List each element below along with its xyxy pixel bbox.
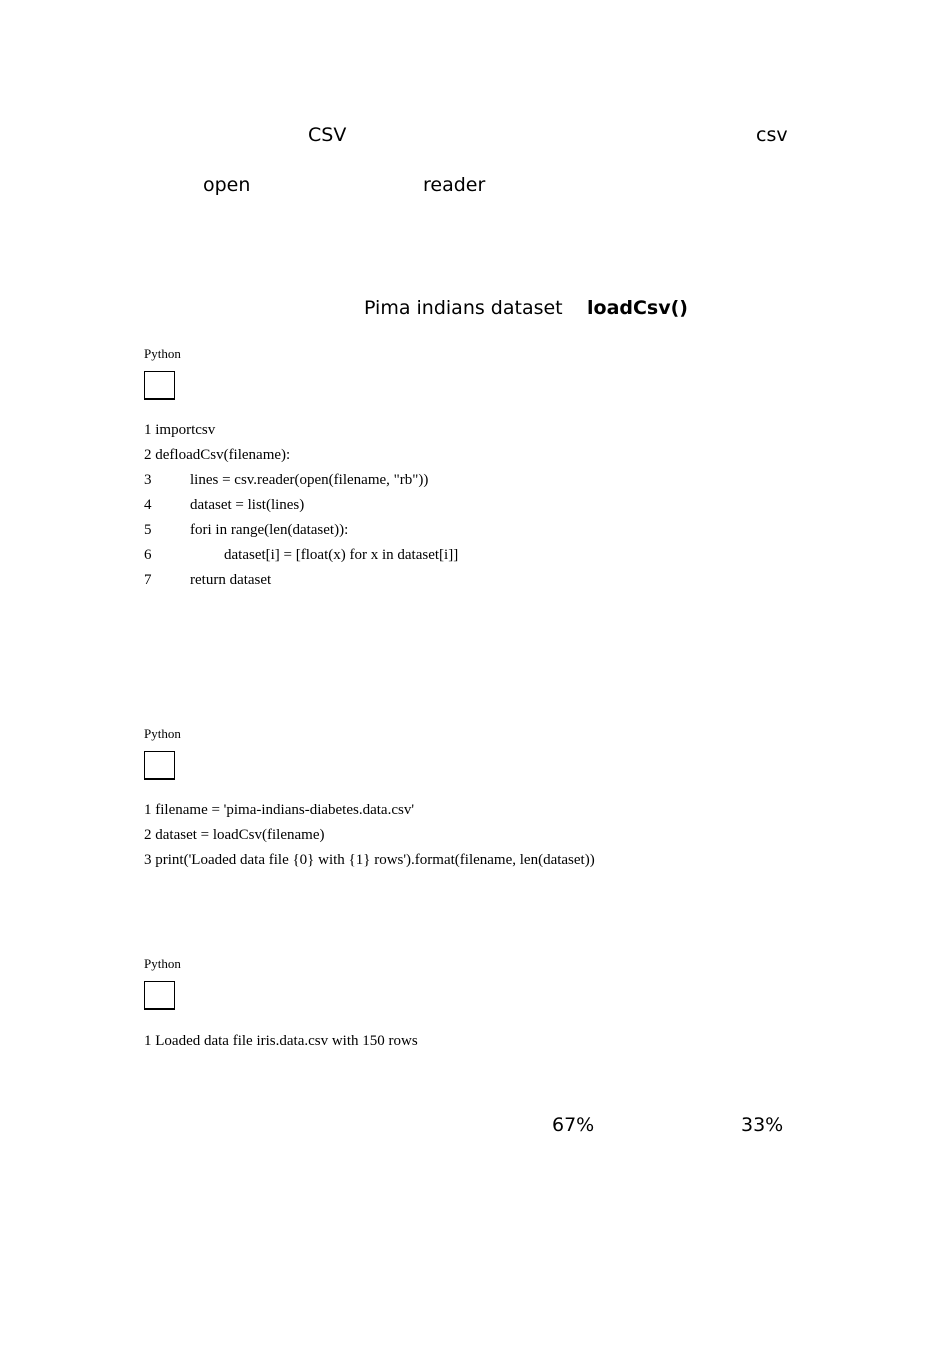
code-block-run-load — [144, 798, 595, 873]
code-text: print('Loaded data file {0} with {1} rows').format(filename, len(dataset)) — [155, 852, 595, 868]
line-number: 5 — [144, 522, 152, 538]
intro-term-csv-upper: CSV — [308, 124, 347, 146]
line-number: 3 — [144, 852, 152, 868]
line-number: 3 — [144, 472, 152, 488]
intro-term-reader: reader — [423, 174, 486, 196]
code-text: lines = csv.reader(open(filename, "rb")) — [190, 472, 429, 488]
code-language-label: Python — [144, 956, 181, 971]
function-name: loadCsv() — [587, 297, 688, 319]
test-percent: 33% — [741, 1114, 784, 1136]
code-line — [144, 798, 595, 823]
intro-term-open: open — [203, 174, 251, 196]
code-text: return dataset — [190, 572, 272, 588]
code-text: importcsv — [155, 422, 216, 438]
copy-icon[interactable] — [144, 371, 175, 400]
line-number: 1 — [144, 802, 152, 818]
copy-icon[interactable] — [144, 751, 175, 780]
code-text: defloadCsv(filename): — [155, 447, 291, 463]
code-line — [144, 493, 305, 518]
line-number: 1 — [144, 422, 152, 438]
code-language-label: Python — [144, 726, 181, 741]
code-line — [144, 848, 595, 873]
dataset-name: Pima indians dataset — [364, 297, 563, 319]
line-number: 4 — [144, 497, 152, 513]
code-line — [144, 543, 459, 568]
code-line — [144, 443, 290, 468]
code-text: dataset = loadCsv(filename) — [155, 827, 325, 843]
line-number: 2 — [144, 447, 152, 463]
copy-icon[interactable] — [144, 981, 175, 1010]
code-line — [144, 568, 290, 593]
train-percent: 67% — [552, 1114, 595, 1136]
code-text: dataset = list(lines) — [190, 497, 305, 513]
code-block-output — [144, 1029, 418, 1054]
line-number: 2 — [144, 827, 152, 843]
line-number: 6 — [144, 547, 152, 563]
code-line — [144, 1029, 418, 1054]
code-line — [144, 823, 595, 848]
code-line — [144, 518, 349, 543]
code-block-load-csv — [144, 418, 459, 593]
line-number: 7 — [144, 572, 152, 588]
code-text: fori in range(len(dataset)): — [190, 522, 349, 538]
code-language-label: Python — [144, 346, 181, 361]
code-text: Loaded data file iris.data.csv with 150 rows — [155, 1033, 418, 1049]
code-line — [144, 418, 290, 443]
code-text: dataset[i] = [float(x) for x in dataset[i]] — [224, 547, 459, 563]
code-line — [144, 468, 429, 493]
code-text: filename = 'pima-indians-diabetes.data.csv' — [155, 802, 415, 818]
intro-term-csv-lower: csv — [756, 124, 788, 146]
line-number: 1 — [144, 1033, 152, 1049]
